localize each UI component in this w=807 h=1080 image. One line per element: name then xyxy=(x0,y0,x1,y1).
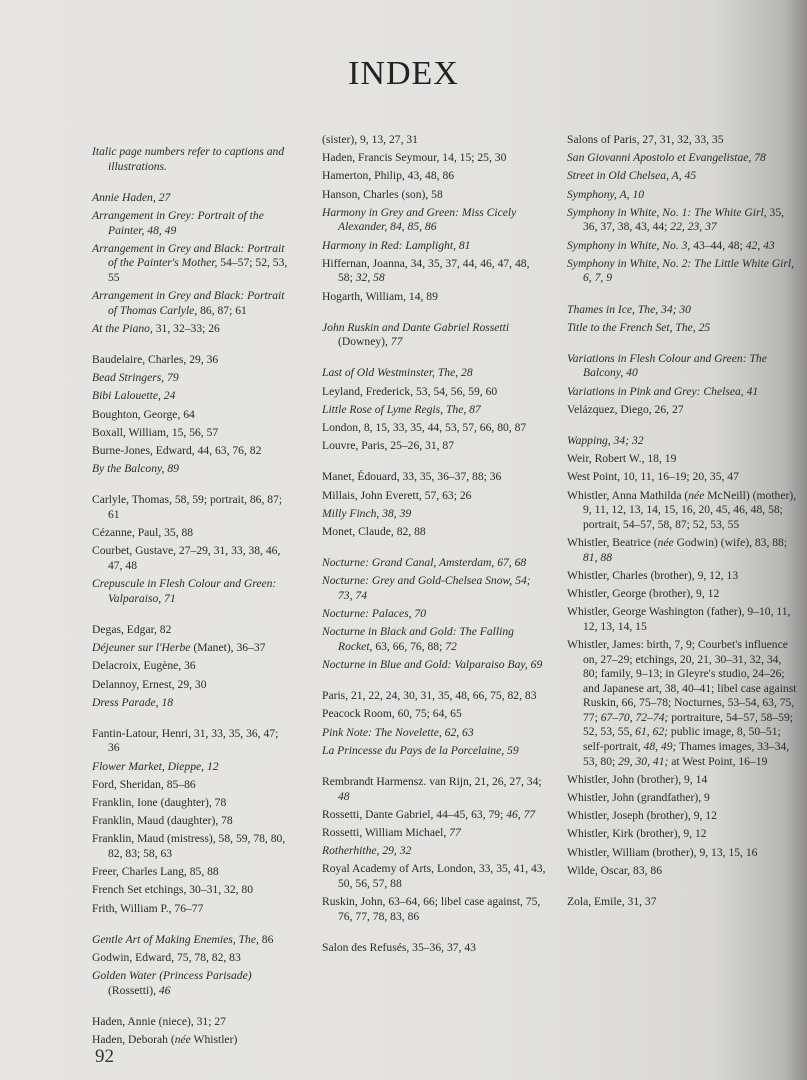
entry-group-gap xyxy=(322,353,547,366)
index-entry xyxy=(92,1033,292,1048)
index-entry xyxy=(567,352,799,381)
index-entry-text: Haden, Annie (niece), 31; 27 xyxy=(92,1014,226,1028)
index-entry-text: 54–57; 52, 53, 55 xyxy=(108,256,288,284)
entry-group-gap xyxy=(322,762,547,775)
index-entry-text: Wilde, Oscar, 83, 86 xyxy=(567,863,663,877)
index-entry xyxy=(92,659,292,674)
index-entry-text: at West Point, 16–19 xyxy=(668,754,768,768)
entry-group-gap xyxy=(92,920,292,933)
index-entry-text: Whistler, John (grandfather), 9 xyxy=(567,791,710,805)
index-entry xyxy=(567,133,799,148)
index-entry-text: née xyxy=(174,1033,191,1047)
index-entry-text: née xyxy=(657,535,674,549)
index-entry xyxy=(322,133,547,148)
index-entry xyxy=(322,775,547,804)
index-entry-text: Whistler, William (brother), 9, 13, 15, 16 xyxy=(567,845,758,859)
index-entry xyxy=(92,426,292,441)
index-entry xyxy=(92,696,292,711)
entry-group-gap xyxy=(322,543,547,556)
index-entry-text: Franklin, Ione (daughter), 78 xyxy=(92,796,227,810)
index-entry-text: Variations in Flesh Colour and Green: The Balcony, 40 xyxy=(567,351,767,380)
index-entry-text: Ruskin, John, 63–64, 66; libel case against, 75, 76, 77, 78, 83, 86 xyxy=(322,895,541,923)
entry-group-gap xyxy=(92,178,292,191)
index-column-1 xyxy=(92,145,292,1051)
index-entry-text: Flower Market, Dieppe, 12 xyxy=(92,759,219,773)
index-entry xyxy=(567,846,799,861)
index-entry-text: Variations in Pink and Grey: Chelsea, 41 xyxy=(567,384,759,398)
index-entry-text: (Downey), xyxy=(338,335,388,349)
index-entry-text: 43–44, 48; xyxy=(690,238,743,252)
index-entry-text: Annie Haden, 27 xyxy=(92,190,171,204)
index-entry-text: Manet, Édouard, 33, 35, 36–37, 88; 36 xyxy=(322,470,502,484)
index-entry-text: Whistler, Anna Mathilda ( xyxy=(567,488,689,502)
entry-group-gap xyxy=(567,421,799,434)
index-entry-text: Whistler, George (brother), 9, 12 xyxy=(567,586,720,600)
entry-group-gap xyxy=(567,882,799,895)
index-entry xyxy=(92,408,292,423)
entry-group-gap xyxy=(567,339,799,352)
index-entry xyxy=(92,1015,292,1030)
index-entry-text: Rossetti, William Michael, xyxy=(322,826,447,839)
index-entry-text: 48 xyxy=(338,789,350,803)
index-entry xyxy=(567,489,799,533)
index-entry-text: 48, 49; xyxy=(640,740,677,754)
index-entry-text: Rossetti, Dante Gabriel, 44–45, 63, 79; xyxy=(322,807,504,821)
index-entry-text: Bibi Lalouette, 24 xyxy=(92,389,176,403)
index-entry xyxy=(322,658,547,673)
index-entry xyxy=(92,883,292,898)
index-entry xyxy=(92,796,292,811)
index-entry-text: Courbet, Gustave, 27–29, 31, 33, 38, 46, 47, 48 xyxy=(92,544,281,572)
index-entry-text: San Giovanni Apostolo et Evangelistae, 78 xyxy=(567,151,766,165)
index-entry xyxy=(322,470,547,485)
index-entry xyxy=(567,169,799,184)
index-entry-text: Royal Academy of Arts, London, 33, 35, 41, 43, 50, 56, 57, 88 xyxy=(322,862,546,890)
index-entry-text: Boxall, William, 15, 56, 57 xyxy=(92,425,219,439)
index-entry xyxy=(92,544,292,573)
index-entry xyxy=(322,321,547,350)
index-entry-text: Whistler, Kirk (brother), 9, 12 xyxy=(567,827,707,841)
index-entry-text: Carlyle, Thomas, 58, 59; portrait, 86, 87; 61 xyxy=(92,493,283,521)
index-entry-text: Symphony in White, No. 2: The Little White Girl, 6, 7, 9 xyxy=(567,256,795,285)
index-entry xyxy=(92,760,292,775)
index-entry xyxy=(92,969,292,998)
entry-group-gap xyxy=(322,308,547,321)
index-entry xyxy=(567,188,799,203)
index-entry xyxy=(322,489,547,504)
index-entry xyxy=(92,444,292,459)
index-entry-text: (Rossetti), xyxy=(108,983,156,997)
index-entry-text: Zola, Emile, 31, 37 xyxy=(567,894,657,908)
index-entry-text: Hamerton, Philip, 43, 48, 86 xyxy=(322,169,455,183)
index-entry-text: London, 8, 15, 33, 35, 44, 53, 57, 66, 80, 87 xyxy=(322,421,527,435)
index-entry-text: Wapping, 34; 32 xyxy=(567,434,644,448)
index-entry-text: Crepuscule in Flesh Colour and Green: Valparaiso, 71 xyxy=(92,577,277,605)
index-entry-text: 67–70, 72–74; xyxy=(597,710,669,724)
index-entry-text: Arrangement in Grey and Black: Portrait of Thomas Carlyle, xyxy=(92,289,285,317)
index-entry-text: 63, 66, 76, 88; xyxy=(372,639,443,653)
index-entry-text: Gentle Art of Making Enemies, The, xyxy=(92,932,259,946)
entry-group-gap xyxy=(322,457,547,470)
index-entry-text: At the Piano, xyxy=(92,321,153,335)
index-entry-text: Degas, Edgar, 82 xyxy=(92,622,172,636)
index-entry-text: Salon des Refusés, 35–36, 37, 43 xyxy=(322,940,476,954)
index-entry-text: Arrangement in Grey and Black: Portrait of the Painter's Mother, xyxy=(92,241,285,270)
index-entry-text: West Point, 10, 11, 16–19; 20, 35, 47 xyxy=(567,470,739,484)
entry-group-gap xyxy=(92,714,292,727)
page-title: INDEX xyxy=(348,55,459,92)
index-entry-text: Baudelaire, Charles, 29, 36 xyxy=(92,353,219,367)
index-entry-text: 81, 88 xyxy=(583,550,612,564)
index-entry xyxy=(322,188,547,203)
index-entry xyxy=(322,151,547,166)
index-entry-text: portraiture, 54–57, 58–59; 52, 53, 55, xyxy=(583,710,793,739)
index-entry-text: Whistler, James: birth, 7, 9; Courbet's influence on, 27–29; etchings, 20, 21, 30–31, 32, 34, 80; family, 9–13; in Gleyre's studio, 24–26; and Japanese art, 38, 40–41; libel case against Ruskin, 66, 75–78; Nocturnes, 53–54, 63, 75, 77; xyxy=(567,637,797,724)
index-entry-text: Little Rose of Lyme Regis, The, 87 xyxy=(322,402,481,416)
index-entry xyxy=(567,638,799,769)
entry-group-gap xyxy=(322,928,547,941)
index-entry xyxy=(92,526,292,541)
index-entry xyxy=(322,556,547,571)
index-entry-text: 61, 62; xyxy=(632,725,669,739)
index-entry-text: Whistler) xyxy=(190,1033,238,1047)
index-entry xyxy=(322,169,547,184)
index-entry xyxy=(92,951,292,966)
index-entry-text: Delacroix, Eugène, 36 xyxy=(92,659,196,673)
index-column-2 xyxy=(322,133,547,959)
index-entry-text: Italic page numbers refer to captions and illustrations. xyxy=(92,145,285,173)
index-entry xyxy=(92,371,292,386)
index-entry xyxy=(92,289,292,318)
index-entry xyxy=(92,462,292,477)
index-entry-text: Symphony in White, No. 1: The White Girl, xyxy=(567,205,767,219)
index-entry-text: Déjeuner sur l'Herbe xyxy=(92,641,191,655)
index-entry xyxy=(92,493,292,522)
entry-group-gap xyxy=(567,290,799,303)
index-entry xyxy=(567,303,799,318)
index-entry-text: Haden, Deborah ( xyxy=(92,1033,175,1047)
index-entry xyxy=(92,577,292,606)
index-entry-text: Pink Note: The Novelette, 62, 63 xyxy=(322,725,474,739)
index-entry-text: Thames in Ice, The, 34; 30 xyxy=(567,302,691,316)
index-entry-text: 31, 32–33; 26 xyxy=(152,321,220,335)
index-entry-text: Rotherhithe, 29, 32 xyxy=(322,844,412,858)
index-entry xyxy=(567,895,799,910)
index-entry-text: Godwin, Edward, 75, 78, 82, 83 xyxy=(92,950,241,964)
entry-group-gap xyxy=(92,1002,292,1015)
index-entry xyxy=(322,707,547,722)
index-entry xyxy=(92,814,292,829)
index-entry xyxy=(92,191,292,206)
index-entry xyxy=(92,778,292,793)
index-entry xyxy=(567,470,799,485)
index-entry xyxy=(322,826,547,841)
index-entry xyxy=(322,366,547,381)
entry-group-gap xyxy=(92,480,292,493)
index-entry xyxy=(92,322,292,337)
index-entry xyxy=(322,290,547,305)
index-entry xyxy=(567,321,799,336)
index-entry-text: Hiffernan, Joanna, 34, 35, 37, 44, 46, 47, 48, 58; xyxy=(322,256,530,285)
index-entry xyxy=(567,206,799,235)
index-entry-text: Haden, Francis Seymour, 14, 15; 25, 30 xyxy=(322,151,507,165)
index-entry-text: Frith, William P., 76–77 xyxy=(92,901,204,915)
index-entry-text: Paris, 21, 22, 24, 30, 31, 35, 48, 66, 75, 82, 83 xyxy=(322,689,537,703)
index-entry-text: 77 xyxy=(446,826,461,839)
index-entry-text: 72 xyxy=(442,639,457,653)
index-entry-text: Fantin-Latour, Henri, 31, 33, 35, 36, 47; 36 xyxy=(92,726,279,755)
index-entry-text: Cézanne, Paul, 35, 88 xyxy=(92,526,194,540)
index-entry-text: Nocturne: Grand Canal, Amsterdam, 67, 68 xyxy=(322,556,527,570)
index-entry-text: Harmony in Red: Lamplight, 81 xyxy=(322,238,471,252)
index-entry-text: Louvre, Paris, 25–26, 31, 87 xyxy=(322,439,455,453)
index-entry-text: La Princesse du Pays de la Porcelaine, 59 xyxy=(322,743,519,757)
index-entry-text: 86, 87; 61 xyxy=(197,303,247,317)
index-entry xyxy=(322,257,547,286)
index-entry-text: Burne-Jones, Edward, 44, 63, 76, 82 xyxy=(92,444,262,458)
index-entry xyxy=(322,625,547,654)
index-entry xyxy=(567,864,799,879)
index-entry xyxy=(322,726,547,741)
index-entry-text: 29, 30, 41; xyxy=(615,754,669,768)
index-entry-text: Hogarth, William, 14, 89 xyxy=(322,289,438,303)
index-entry xyxy=(322,239,547,254)
index-entry-text: née xyxy=(688,488,705,502)
index-entry-text: Nocturne: Grey and Gold-Chelsea Snow, 54; 73, 74 xyxy=(322,574,531,602)
index-entry-text: Golden Water (Princess Parisade) xyxy=(92,969,252,983)
index-entry-text: (Manet), 36–37 xyxy=(190,641,266,655)
index-entry xyxy=(92,623,292,638)
index-entry xyxy=(567,151,799,166)
index-entry-text: French Set etchings, 30–31, 32, 80 xyxy=(92,883,254,897)
index-entry-text: 22, 23, 37 xyxy=(667,220,717,234)
index-entry-text: Franklin, Maud (daughter), 78 xyxy=(92,814,233,828)
index-entry xyxy=(92,727,292,756)
index-entry xyxy=(322,385,547,400)
page-number: 92 xyxy=(95,1046,114,1067)
index-entry-text: Millais, John Everett, 57, 63; 26 xyxy=(322,488,472,502)
index-entry-text: Weir, Robert W., 18, 19 xyxy=(567,452,677,466)
index-entry xyxy=(322,808,547,823)
index-entry-text: Whistler, Charles (brother), 9, 12, 13 xyxy=(567,568,739,582)
index-entry xyxy=(322,525,547,540)
index-entry xyxy=(567,385,799,400)
index-entry-text: 32, 58 xyxy=(352,271,385,285)
index-entry-text: Nocturne in Black and Gold: The Falling Rocket, xyxy=(322,625,514,653)
index-entry-text: Nocturne in Blue and Gold: Valparaiso Bay, 69 xyxy=(322,658,543,672)
index-entry xyxy=(322,941,547,956)
index-entry xyxy=(567,809,799,824)
index-entry-text: Leyland, Frederick, 53, 54, 56, 59, 60 xyxy=(322,384,498,398)
entry-group-gap xyxy=(322,676,547,689)
index-entry-text: 46 xyxy=(155,983,171,997)
index-entry xyxy=(92,641,292,656)
index-entry-text: 46, 77 xyxy=(503,807,536,821)
index-entry xyxy=(322,744,547,759)
index-entry xyxy=(567,452,799,467)
index-entry xyxy=(92,832,292,861)
index-entry-text: Whistler, John (brother), 9, 14 xyxy=(567,772,708,786)
index-entry xyxy=(567,569,799,584)
index-entry xyxy=(92,902,292,917)
index-entry xyxy=(92,209,292,238)
index-column-3 xyxy=(567,133,799,913)
index-entry-text: Delannoy, Ernest, 29, 30 xyxy=(92,677,207,691)
index-entry xyxy=(92,242,292,286)
index-entry xyxy=(92,389,292,404)
index-entry-text: (sister), 9, 13, 27, 31 xyxy=(322,133,418,146)
entry-group-gap xyxy=(92,340,292,353)
index-entry xyxy=(322,862,547,891)
index-entry-text: Dress Parade, 18 xyxy=(92,695,174,709)
index-entry-text: Harmony in Grey and Green: Miss Cicely Alexander, 84, 85, 86 xyxy=(322,205,517,234)
index-entry xyxy=(322,403,547,418)
index-entry xyxy=(92,933,292,948)
index-entry-text: Velázquez, Diego, 26, 27 xyxy=(567,402,684,416)
index-entry xyxy=(322,895,547,924)
index-entry xyxy=(567,791,799,806)
index-entry xyxy=(322,689,547,704)
index-entry-text: 35, 36, 37, 38, 43, 44; xyxy=(583,205,785,234)
index-entry-text: John Ruskin and Dante Gabriel Rossetti xyxy=(322,320,510,334)
index-entry-text: Thames images, 33–34, 53, 80; xyxy=(583,740,790,768)
index-entry-text: 77 xyxy=(387,335,403,349)
index-entry-text: Whistler, Beatrice ( xyxy=(567,535,658,549)
index-entry-text: Hanson, Charles (son), 58 xyxy=(322,187,443,201)
index-entry-text: Symphony in White, No. 3, xyxy=(567,238,691,252)
index-entry-text: Boughton, George, 64 xyxy=(92,407,195,421)
index-entry-text: Street in Old Chelsea, A, 45 xyxy=(567,169,697,183)
index-entry xyxy=(567,403,799,418)
index-entry xyxy=(322,439,547,454)
index-entry-text: Freer, Charles Lang, 85, 88 xyxy=(92,865,219,879)
index-entry xyxy=(567,605,799,634)
index-entry-text: Last of Old Westminster, The, 28 xyxy=(322,366,473,380)
index-entry-text: Salons of Paris, 27, 31, 32, 33, 35 xyxy=(567,133,724,146)
index-entry-text: By the Balcony, 89 xyxy=(92,462,179,476)
index-entry-text: Whistler, George Washington (father), 9–10, 11, 12, 13, 14, 15 xyxy=(567,605,791,633)
index-entry xyxy=(567,587,799,602)
index-entry xyxy=(322,421,547,436)
index-entry-text: Bead Stringers, 79 xyxy=(92,371,179,385)
index-entry-text: Godwin) (wife), 83, 88; xyxy=(673,535,788,549)
index-entry xyxy=(567,434,799,449)
index-entry xyxy=(567,536,799,565)
index-entry xyxy=(92,353,292,368)
index-entry xyxy=(322,844,547,859)
entry-group-gap xyxy=(92,610,292,623)
index-entry-text: 42, 43 xyxy=(742,238,775,252)
index-entry xyxy=(567,257,799,286)
index-entry xyxy=(567,773,799,788)
index-entry xyxy=(567,239,799,254)
index-entry-text: Title to the French Set, The, 25 xyxy=(567,320,711,334)
index-entry xyxy=(92,145,292,174)
index-entry-text: 86 xyxy=(258,932,274,946)
index-entry-text: Milly Finch, 38, 39 xyxy=(322,506,412,520)
index-entry xyxy=(322,574,547,603)
index-entry xyxy=(567,827,799,842)
index-entry-text: Arrangement in Grey: Portrait of the Painter, 48, 49 xyxy=(92,208,264,237)
index-entry-text: Monet, Claude, 82, 88 xyxy=(322,524,426,538)
index-entry xyxy=(322,607,547,622)
index-entry xyxy=(92,678,292,693)
index-entry-text: Ford, Sheridan, 85–86 xyxy=(92,777,196,791)
index-entry xyxy=(322,206,547,235)
index-entry-text: Rembrandt Harmensz. van Rijn, 21, 26, 27, 34; xyxy=(322,775,542,789)
index-entry xyxy=(322,507,547,522)
index-entry-text: Symphony, A, 10 xyxy=(567,187,645,201)
index-entry-text: public image, 8, 50–51; self-portrait, xyxy=(583,725,781,754)
index-entry-text: Franklin, Maud (mistress), 58, 59, 78, 80, 82, 83; 58, 63 xyxy=(92,832,286,860)
index-entry-text: McNeill) (mother), 9, 11, 12, 13, 14, 15, 16, 20, 45, 46, 48, 58; portrait, 54–57, 58, 87; 52, 53, 55 xyxy=(583,488,797,531)
index-entry-text: Whistler, Joseph (brother), 9, 12 xyxy=(567,809,717,823)
index-entry-text: Nocturne: Palaces, 70 xyxy=(322,607,426,621)
index-entry-text: Peacock Room, 60, 75; 64, 65 xyxy=(322,707,462,721)
index-entry xyxy=(92,865,292,880)
